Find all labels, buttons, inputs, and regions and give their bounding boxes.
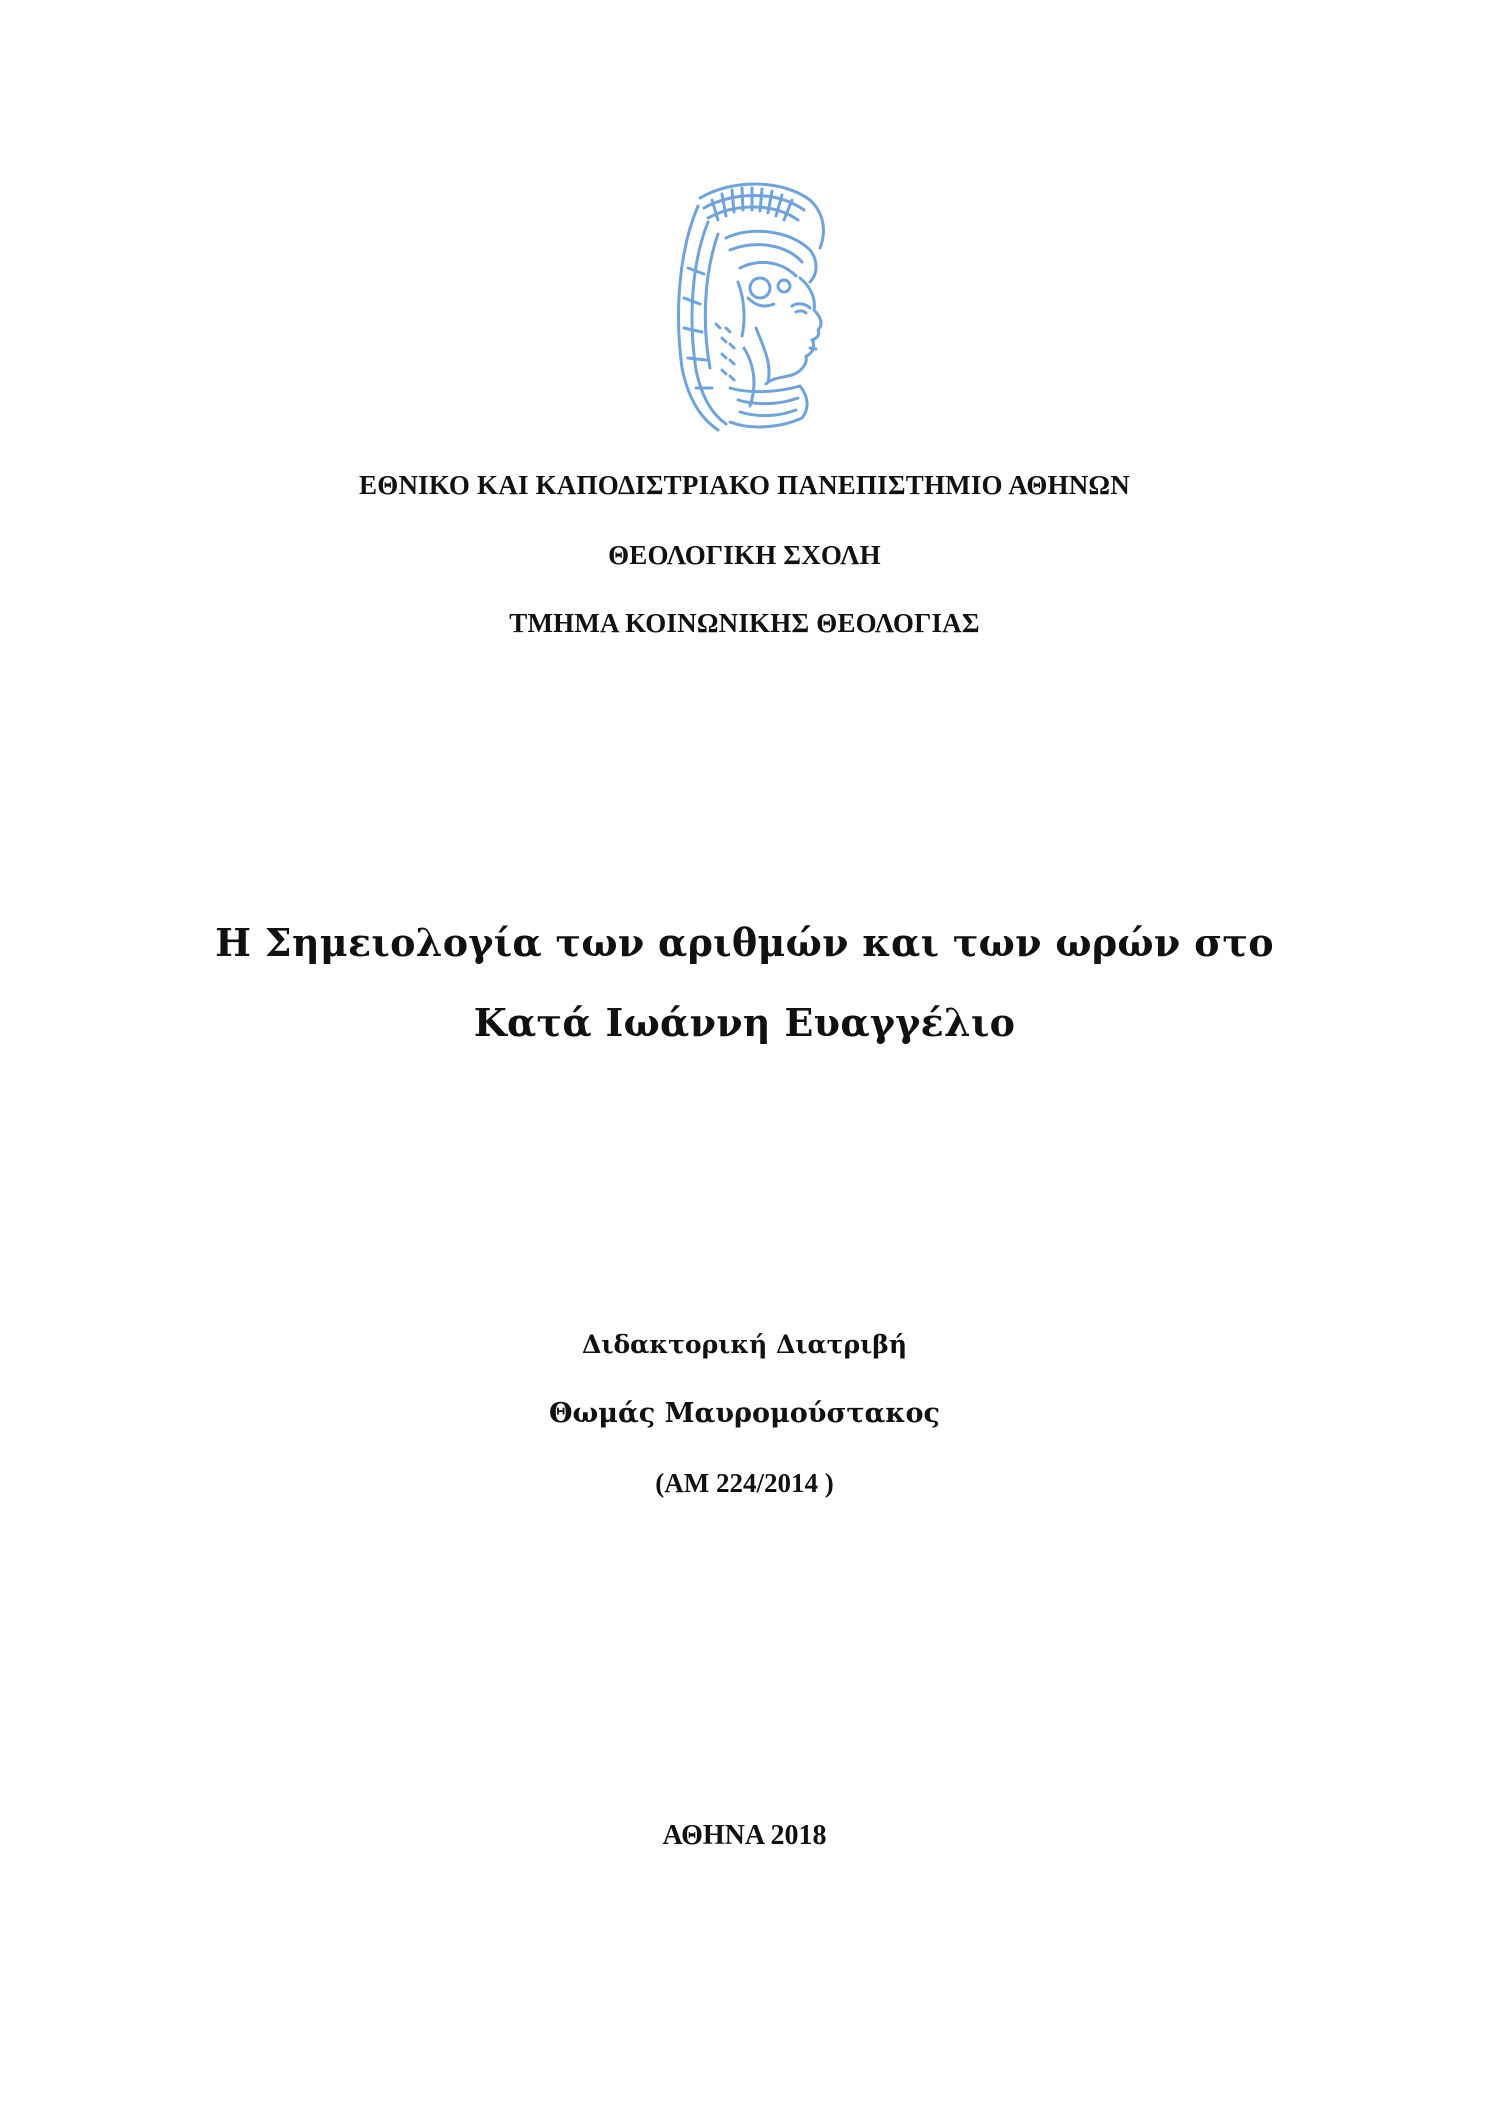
university-name: ΕΘΝΙΚΟ ΚΑΙ ΚΑΠΟΔΙΣΤΡΙΑΚΟ ΠΑΝΕΠΙΣΤΗΜΙΟ ΑΘΗΝΩΝ	[359, 470, 1130, 500]
thesis-type: Διδακτορική Διατριβή	[581, 1330, 908, 1359]
department-name: ΤΜΗΜΑ ΚΟΙΝΩΝΙΚΗΣ ΘΕΟΛΟΓΙΑΣ	[509, 608, 980, 638]
thesis-author: Θωμάς Μαυρομούστακος	[548, 1398, 940, 1429]
school-name: ΘΕΟΛΟΓΙΚΗ ΣΧΟΛΗ	[608, 540, 881, 570]
place-and-year: ΑΘΗΝΑ 2018	[662, 1820, 827, 1851]
thesis-title-line-2: Κατά Ιωάννη Ευαγγέλιο	[473, 1000, 1016, 1045]
athena-helmet-head-seal-icon	[660, 178, 840, 436]
registration-number: (ΑΜ 224/2014 )	[655, 1468, 834, 1498]
thesis-title-line-1: Η Σημειολογία των αριθμών και των ωρών στο	[215, 920, 1274, 965]
